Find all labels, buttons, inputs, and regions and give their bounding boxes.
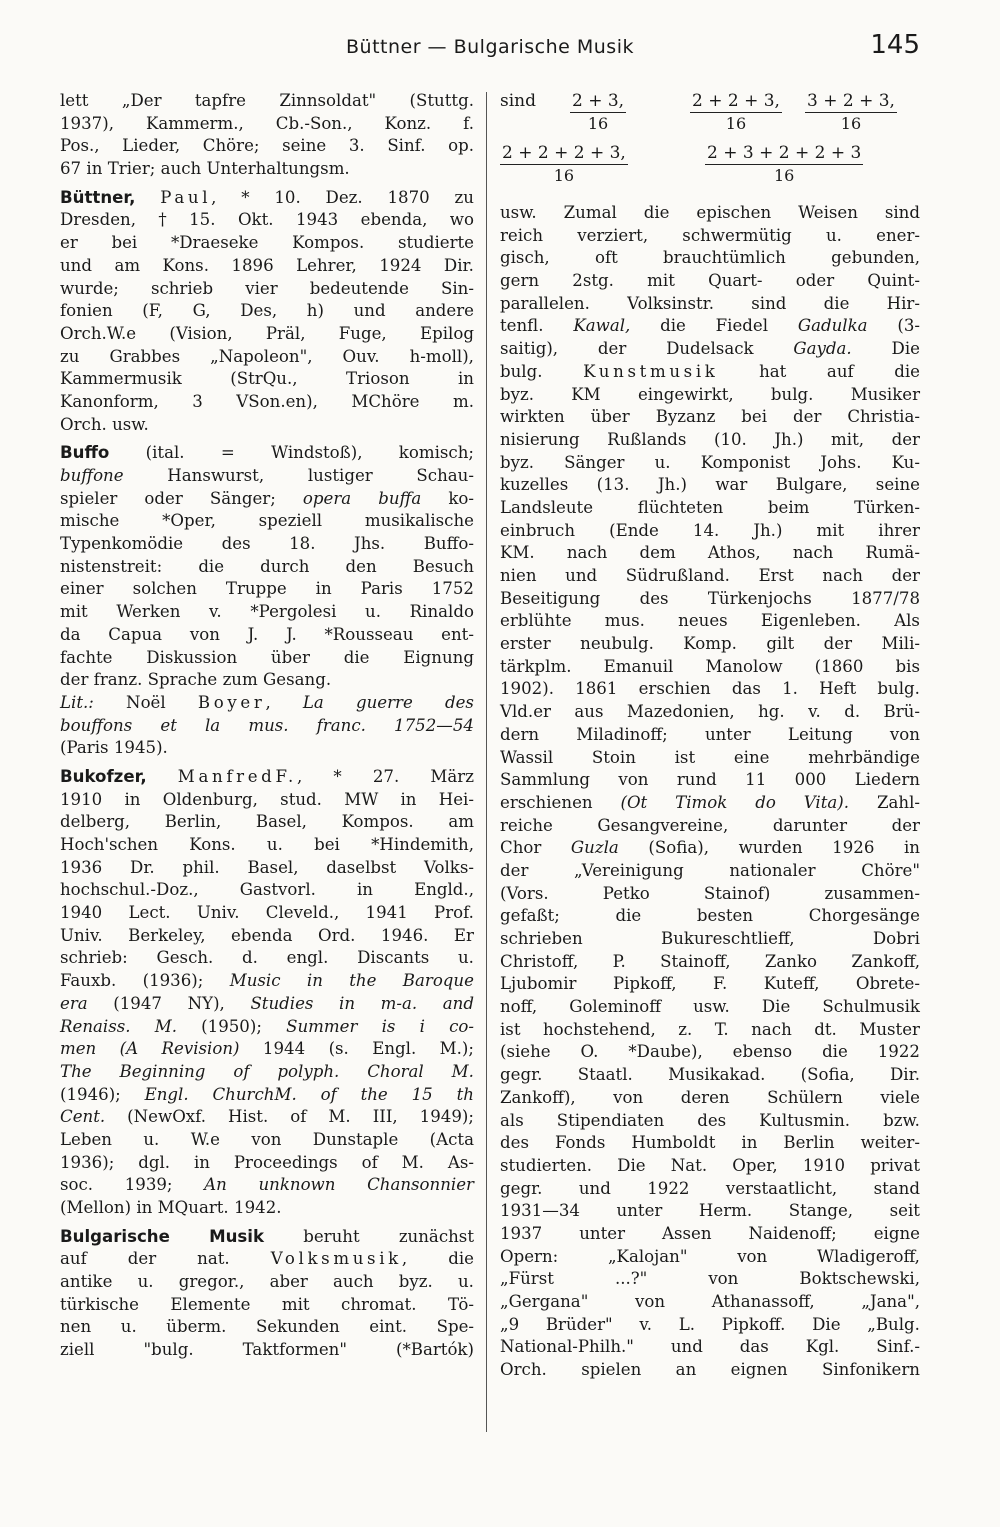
left-text-line: da Capua von J. J. *Rousseau ent- (60, 624, 474, 644)
right-text-line: gern 2stg. mit Quart- oder Quint- (500, 271, 920, 291)
right-text-line: parallelen. Volksinstr. sind die Hir- (500, 293, 920, 313)
page-header (60, 30, 920, 70)
right-text-line: Opern: „Kalojan" von Wladigeroff, (500, 1246, 920, 1266)
fraction-denominator: 16 (840, 114, 862, 133)
right-text-line: tärkplm. Emanuil Manolow (1860 bis (500, 656, 920, 676)
right-text-line: als Stipendiaten des Kultusmin. bzw. (500, 1110, 920, 1130)
left-text-line: nistenstreit: die durch den Besuch (60, 556, 474, 576)
right-text-line: wirkten über Byzanz bei der Christia- (500, 407, 920, 427)
left-text-line: delberg, Berlin, Basel, Kompos. am (60, 812, 474, 832)
right-text-line: saitig), der Dudelsack Gayda. Die (500, 339, 920, 359)
right-text-line: bulg. Kunstmusik hat auf die (500, 361, 920, 381)
left-text-line: Bulgarische Musik beruht zunächst (60, 1226, 474, 1246)
right-text-line: des Fonds Humboldt in Berlin weiter- (500, 1133, 920, 1153)
fraction-row-2 (500, 142, 920, 200)
right-text-line: usw. Zumal die epischen Weisen sind (500, 203, 920, 222)
right-text-line: Vld.er aus Mazedonien, hg. v. d. Brü- (500, 702, 920, 722)
fraction-denominator: 16 (773, 166, 795, 185)
left-text-line: 1910 in Oldenburg, stud. MW in Hei- (60, 789, 474, 809)
right-text-line: Zankoff), von deren Schülern viele (500, 1087, 920, 1107)
meter-fraction (805, 90, 897, 135)
right-text-line: einbruch (Ende 14. Jh.) mit ihrer (500, 520, 920, 540)
meter-fraction (570, 90, 626, 135)
right-text-line: Orch. spielen an eignen Sinfonikern (500, 1360, 920, 1380)
right-text-line: Wassil Stoin ist eine mehrbändige (500, 747, 920, 767)
left-text-line: Orch.W.e (Vision, Präl, Fuge, Epilog (60, 323, 474, 343)
right-text-line: 1902). 1861 erschien das 1. Heft bulg. (500, 679, 920, 699)
right-text-line: schrieben Bukureschtlieff, Dobri (500, 929, 920, 948)
right-text-line: 1937 unter Assen Naidenoff; eigne (500, 1223, 920, 1243)
right-text-line: Ljubomir Pipkoff, F. Kuteff, Obrete- (500, 974, 920, 994)
left-text-line: 1940 Lect. Univ. Cleveld., 1941 Prof. (60, 903, 474, 923)
meter-fraction (690, 90, 782, 135)
left-text-line: Orch. usw. (60, 414, 149, 434)
right-text-line: (Vors. Petko Stainof) zusammen- (500, 883, 920, 903)
left-text-line: Pos., Lieder, Chöre; seine 3. Sinf. op. (60, 136, 474, 156)
page-number: 145 (870, 30, 920, 60)
right-text-line: gegr. Staatl. Musikakad. (Sofia, Dir. (500, 1065, 920, 1085)
left-text-line: hochschul.-Doz., Gastvorl. in Engld., (60, 880, 474, 900)
right-text-line: gegr. und 1922 verstaatlicht, stand (500, 1178, 920, 1198)
left-text-line: (Paris 1945). (60, 738, 168, 758)
right-column (500, 90, 920, 1435)
running-title: Büttner — Bulgarische Musik (346, 36, 634, 58)
right-text-line: byz. Sänger u. Komponist Johs. Ku- (500, 452, 920, 472)
left-text-line: einer solchen Truppe in Paris 1752 (60, 579, 474, 599)
right-text-line: Beseitigung des Türkenjochs 1877/78 (500, 588, 920, 608)
left-text-line: 1936); dgl. in Proceedings of M. As- (60, 1152, 474, 1172)
right-text-line: Sammlung von rund 11 000 Liedern (500, 770, 920, 790)
left-text-line: und am Kons. 1896 Lehrer, 1924 Dir. (60, 255, 474, 275)
meter-fraction (500, 142, 628, 187)
left-text-line: er bei *Draeseke Kompos. studierte (60, 233, 474, 253)
right-text-line: byz. KM eingewirkt, bulg. Musiker (500, 384, 920, 404)
right-text-line: gefaßt; die besten Chorgesänge (500, 906, 920, 926)
left-text-line: soc. 1939; An unknown Chansonnier (60, 1175, 474, 1195)
left-text-line: Bukofzer, ManfredF., * 27. März (60, 766, 474, 786)
right-text-line: Chor Guzla (Sofia), wurden 1926 in (500, 838, 920, 858)
right-text-line: „Gergana" von Athanassoff, „Jana", (500, 1292, 920, 1311)
left-text-line: bouffons et la mus. franc. 1752—54 (60, 715, 474, 735)
left-text-line: Leben u. W.e von Dunstaple (Acta (60, 1129, 474, 1149)
left-text-line: antike u. gregor., aber auch byz. u. (60, 1272, 474, 1292)
left-text-line: Kanonform, 3 VSon.en), MChöre m. (60, 391, 474, 411)
left-column (60, 90, 474, 1435)
right-text-line: gisch, oft brauchtümlich gebunden, (500, 248, 920, 268)
fraction-numerator: 2 + 3, (572, 91, 625, 111)
right-text-line: (siehe O. *Daube), ebenso die 1922 (500, 1042, 920, 1062)
fraction-lead: sind (500, 91, 536, 111)
right-text-line: kuzelles (13. Jh.) war Bulgare, seine (500, 475, 920, 495)
left-text-line: Buffo (ital. = Windstoß), komisch; (60, 443, 474, 463)
fraction-numerator: 3 + 2 + 3, (807, 91, 895, 111)
left-text-line: Hoch'schen Kons. u. bei *Hindemith, (60, 835, 474, 854)
left-text-line: The Beginning of polyph. Choral M. (60, 1061, 474, 1081)
left-text-line: Fauxb. (1936); Music in the Baroque (60, 971, 474, 991)
left-text-line: 67 in Trier; auch Unterhaltungsm. (60, 159, 350, 179)
left-text-line: Dresden, † 15. Okt. 1943 ebenda, wo (60, 210, 474, 230)
right-text-line: Landsleute flüchteten beim Türken- (500, 497, 920, 517)
right-text-line: dern Miladinoff; unter Leitung von (500, 724, 920, 744)
right-text-line: National-Philh." und das Kgl. Sinf.- (500, 1337, 920, 1357)
left-text-line: türkische Elemente mit chromat. Tö- (60, 1294, 474, 1314)
right-text-line: Christoff, P. Stainoff, Zanko Zankoff, (500, 951, 920, 971)
right-text-line: erschienen (Ot Timok do Vita). Zahl- (500, 792, 920, 812)
right-text-line: erblühte mus. neues Eigenleben. Als (500, 611, 920, 631)
right-text-line: nisierung Rußlands (10. Jh.) mit, der (500, 429, 920, 449)
right-text-line: noff, Goleminoff usw. Die Schulmusik (500, 997, 920, 1017)
left-text-line: Typenkomödie des 18. Jhs. Buffo- (60, 534, 474, 554)
left-text-line: era (1947 NY), Studies in m-a. and (60, 993, 474, 1013)
right-text-line: KM. nach dem Athos, nach Rumä- (500, 543, 920, 563)
left-text-line: (Mellon) in MQuart. 1942. (60, 1198, 282, 1217)
right-text-line: erster neubulg. Komp. gilt der Mili- (500, 634, 920, 654)
fraction-denominator: 16 (725, 114, 747, 133)
fraction-numerator: 2 + 3 + 2 + 2 + 3 (707, 143, 862, 163)
right-text-line: 1931—34 unter Herm. Stange, seit (500, 1201, 920, 1221)
left-text-line: Kammermusik (StrQu., Trioson in (60, 369, 474, 389)
left-text-line: mische *Oper, speziell musikalische (60, 511, 474, 531)
right-text-line: „Fürst ...?" von Boktschewski, (500, 1269, 920, 1289)
right-text-line: studierten. Die Nat. Oper, 1910 privat (500, 1155, 920, 1175)
left-text-line: Lit.: Noël Boyer, La guerre des (60, 692, 474, 712)
fraction-numerator: 2 + 2 + 3, (692, 91, 780, 111)
meter-fractions (500, 90, 920, 202)
left-text-line: auf der nat. Volksmusik, die (60, 1249, 474, 1269)
fraction-denominator: 16 (587, 114, 609, 133)
right-text-line: der „Vereinigung nationaler Chöre" (500, 860, 920, 880)
right-text-line: tenfl. Kawal, die Fiedel Gadulka (3- (500, 316, 920, 336)
left-text-line: 1937), Kammerm., Cb.-Son., Konz. f. (60, 113, 474, 133)
left-text-line: fachte Diskussion über die Eignung (60, 647, 474, 667)
right-text-line: reich verziert, schwermütig u. ener- (500, 225, 920, 245)
left-text-line: nen u. überm. Sekunden eint. Spe- (60, 1317, 474, 1337)
left-text-line: buffone Hanswurst, lustiger Schau- (60, 466, 474, 485)
meter-fraction (705, 142, 863, 187)
left-text-line: schrieb: Gesch. d. engl. Discants u. (60, 948, 474, 968)
left-text-line: men (A Revision) 1944 (s. Engl. M.); (60, 1039, 474, 1059)
left-text-line: Univ. Berkeley, ebenda Ord. 1946. Er (60, 925, 474, 945)
left-text-line: der franz. Sprache zum Gesang. (60, 670, 332, 690)
left-text-line: wurde; schrieb vier bedeutende Sin- (60, 278, 474, 298)
left-text-line: spieler oder Sänger; opera buffa ko- (60, 488, 474, 508)
left-text-line: lett „Der tapfre Zinnsoldat" (Stuttg. (60, 91, 474, 110)
left-text-line: fonien (F, G, Des, h) und andere (60, 301, 474, 321)
left-text-line: Büttner, Paul, * 10. Dez. 1870 zu (60, 187, 474, 207)
right-text-line: reiche Gesangvereine, darunter der (500, 815, 920, 835)
left-text-line: 1936 Dr. phil. Basel, daselbst Volks- (60, 857, 474, 877)
left-text-line: (1946); Engl. ChurchM. of the 15 th (60, 1084, 474, 1104)
fraction-row-1 (500, 90, 920, 142)
right-text-line: „9 Brüder" v. L. Pipkoff. Die „Bulg. (500, 1314, 920, 1334)
right-column-text (500, 202, 920, 1382)
fraction-denominator: 16 (553, 166, 575, 185)
column-divider (486, 92, 487, 1432)
right-text-line: nien und Südrußland. Erst nach der (500, 566, 920, 585)
left-text-line: Cent. (NewOxf. Hist. of M. III, 1949); (60, 1107, 474, 1127)
fraction-numerator: 2 + 2 + 2 + 3, (502, 143, 626, 163)
left-text-line: mit Werken v. *Pergolesi u. Rinaldo (60, 602, 474, 622)
left-text-line: ziell "bulg. Taktformen" (*Bartók) (60, 1340, 474, 1360)
right-text-line: ist hochstehend, z. T. nach dt. Muster (500, 1019, 920, 1039)
left-text-line: Renaiss. M. (1950); Summer is i co- (60, 1016, 474, 1036)
left-text-line: zu Grabbes „Napoleon", Ouv. h-moll), (60, 346, 474, 366)
